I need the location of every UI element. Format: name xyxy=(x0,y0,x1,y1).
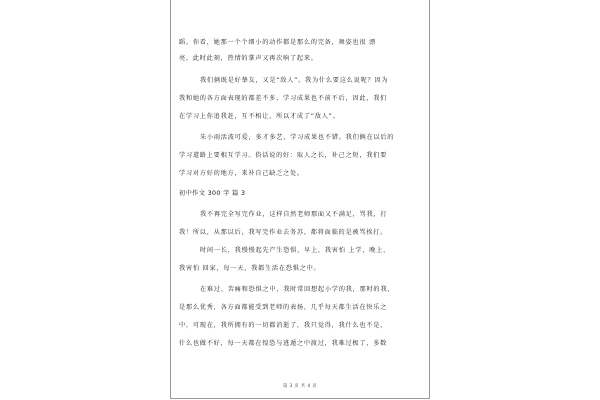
page-footer: 第 3 页 共 4 页 xyxy=(282,384,318,389)
text-line-12: 时间一长，我慢慢起先产生恐惧，早上，我害怕 上学，晚上， xyxy=(200,247,391,254)
text-line-3: 我们俩既是好挚友，又是“敌人”。我为什么要这么说呢？因为 xyxy=(200,77,389,84)
text-line-7: 学习道路上要相互学习。俗话说的好：取人之长，补己之短，我们要 xyxy=(179,152,388,159)
text-line-2: 亮。此时此刻，热情的掌声又再次响了起来。 xyxy=(179,55,318,62)
text-line-13: 我害怕 回家，每一天，我都生活在恐惧之中。 xyxy=(179,265,321,272)
text-line-16: 中，可现在，我所拥有的一切都消逝了，我只觉得，我什么也不是， xyxy=(179,322,388,329)
text-line-14: 在难过、苦痛和恐惧之中，我时常回想起小学的我，那时的我， xyxy=(200,286,395,293)
text-line-15: 是那么优秀，各方面都能受到老师的表扬，几乎每天都生活在快乐之 xyxy=(179,304,388,311)
text-line-17: 什么也做不好，每一天都在惶恐与逃遁之中渡过，我难过极了，多数 xyxy=(179,340,388,347)
document-page xyxy=(170,0,430,399)
text-line-5: 在学习上你追我赶，互不相让，所以才成了“敌人”。 xyxy=(179,113,340,120)
text-line-1: 蹈。你看，她那一个个细小的动作都是那么的完备，舞姿也很 漂 xyxy=(179,39,376,46)
section-heading: 初中作文 300 字 篇 3 xyxy=(179,190,246,197)
text-line-6: 朱小雨活波可爱，多才多艺，学习成果也不错。我们俩在以后的 xyxy=(200,134,395,141)
text-line-8: 学习对方好的地方，来补自己缺乏之处。 xyxy=(179,170,304,177)
text-line-4: 我和她的各方面表现的都差不多，学习成果也不前不后，因此，我们 xyxy=(179,95,388,102)
text-line-11: 我！所以，从那以后，我写完作业去务苏，都将面临的是被骂挨打。 xyxy=(179,229,388,236)
text-line-10: 我不再完全写完作业，这样自然老师那面又不满足，骂我，打 xyxy=(200,211,388,218)
